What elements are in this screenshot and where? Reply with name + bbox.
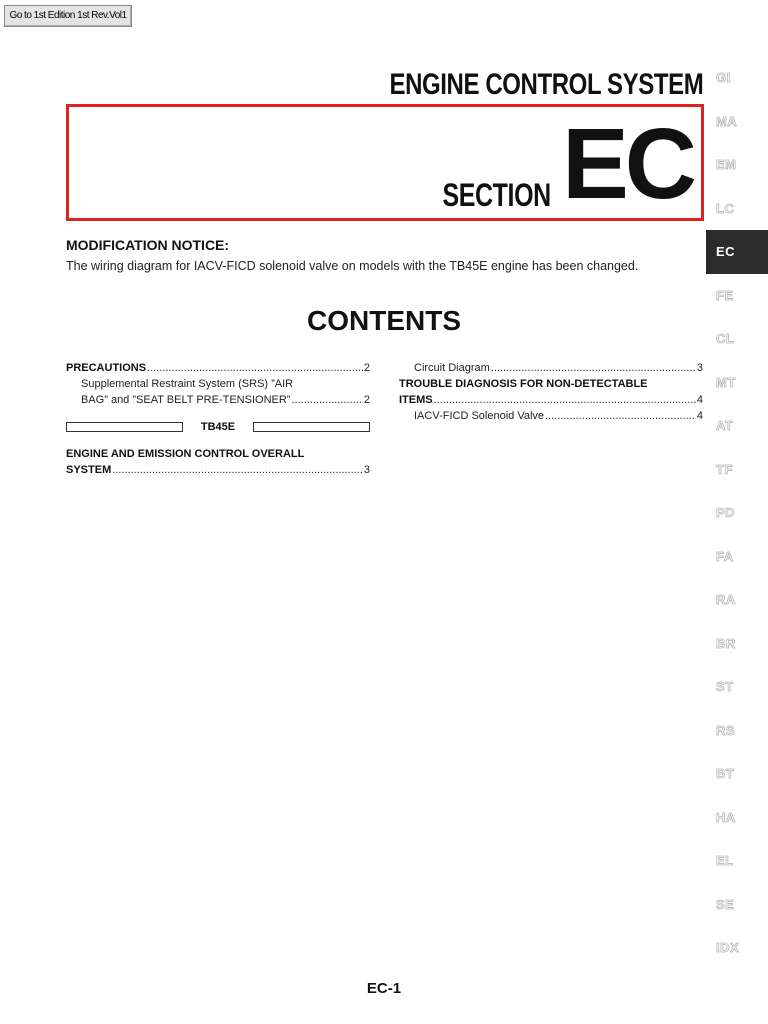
section-tab-pd[interactable]: PD <box>716 505 736 521</box>
section-tab-rs[interactable]: RS <box>716 722 736 738</box>
toc-entry-srs-line2[interactable] <box>66 392 370 408</box>
toc-page-number: 2 <box>363 394 370 406</box>
section-code: EC <box>562 108 693 220</box>
toc-entry-label: PRECAUTIONS <box>66 362 147 374</box>
section-tab-mt[interactable]: MT <box>716 374 736 390</box>
section-word: SECTION <box>442 177 551 213</box>
section-tab-cl[interactable]: CL <box>716 331 735 347</box>
section-tab-tf[interactable]: TF <box>716 461 733 477</box>
divider-bar-right <box>253 422 370 432</box>
section-tab-br[interactable]: BR <box>716 635 736 651</box>
engine-model-divider <box>66 420 370 434</box>
divider-bar-left <box>66 422 183 432</box>
toc-page-number: 4 <box>696 410 703 422</box>
modification-notice-text: The wiring diagram for IACV-FICD solenoid valve on models with the TB45E engine has been changed. <box>66 259 639 273</box>
toc-leader-dots <box>491 360 696 376</box>
toc-leader-dots <box>545 408 696 424</box>
toc-entry-trouble-line2[interactable] <box>399 392 703 408</box>
section-tab-ec[interactable]: EC <box>706 230 768 274</box>
toc-entry-label: Circuit Diagram <box>414 362 490 374</box>
toc-entry-label: BAG” and ”SEAT BELT PRE-TENSIONER” <box>81 394 291 406</box>
section-tab-fe[interactable]: FE <box>716 287 734 303</box>
section-tab-fa[interactable]: FA <box>716 548 734 564</box>
section-tab-el[interactable]: EL <box>716 853 734 869</box>
section-tab-gi[interactable]: GI <box>716 70 731 86</box>
section-tab-st[interactable]: ST <box>716 679 734 695</box>
toc-right-column <box>399 360 703 424</box>
toc-entry-precautions[interactable] <box>66 360 370 376</box>
toc-entry-label: SYSTEM <box>66 464 112 476</box>
section-tab-at[interactable]: AT <box>716 418 734 434</box>
toc-leader-dots <box>112 462 363 478</box>
modification-notice-heading: MODIFICATION NOTICE: <box>66 237 230 253</box>
toc-entry-srs-line1[interactable]: Supplemental Restraint System (SRS) ”AIR <box>81 378 294 390</box>
toc-entry-label: IACV-FICD Solenoid Valve <box>414 410 545 422</box>
toc-leader-dots <box>147 360 363 376</box>
toc-page-number: 3 <box>696 362 703 374</box>
toc-left-column <box>66 360 370 478</box>
section-tab-column <box>706 56 768 970</box>
section-tab-ma[interactable]: MA <box>716 113 738 129</box>
toc-entry-circuit-diagram[interactable] <box>399 360 703 376</box>
toc-page-number: 3 <box>363 464 370 476</box>
toc-entry-trouble-line1[interactable]: TROUBLE DIAGNOSIS FOR NON-DETECTABLE <box>399 378 648 390</box>
section-tab-lc[interactable]: LC <box>716 200 735 216</box>
toc-entry-label: ITEMS <box>399 394 433 406</box>
document-title: ENGINE CONTROL SYSTEM <box>389 68 703 101</box>
engine-model-label: TB45E <box>200 421 236 433</box>
contents-title: CONTENTS <box>307 305 461 336</box>
toc-entry-iacv-valve[interactable] <box>399 408 703 424</box>
page-number: EC-1 <box>366 980 402 997</box>
section-banner <box>66 104 704 221</box>
toc-page-number: 2 <box>363 362 370 374</box>
toc-entry-emission-line2[interactable] <box>66 462 370 478</box>
section-tab-se[interactable]: SE <box>716 896 735 912</box>
toc-page-number: 4 <box>696 394 703 406</box>
goto-edition-button[interactable]: Go to 1st Edition 1st Rev.Vol1 <box>4 5 132 27</box>
toc-entry-emission-line1[interactable]: ENGINE AND EMISSION CONTROL OVERALL <box>66 448 305 460</box>
toc-leader-dots <box>291 392 362 408</box>
toc-leader-dots <box>434 392 696 408</box>
section-tab-em[interactable]: EM <box>716 157 737 173</box>
section-tab-ha[interactable]: HA <box>716 809 736 825</box>
section-tab-ra[interactable]: RA <box>716 592 736 608</box>
section-tab-bt[interactable]: BT <box>716 766 735 782</box>
section-tab-idx[interactable]: IDX <box>716 940 740 956</box>
